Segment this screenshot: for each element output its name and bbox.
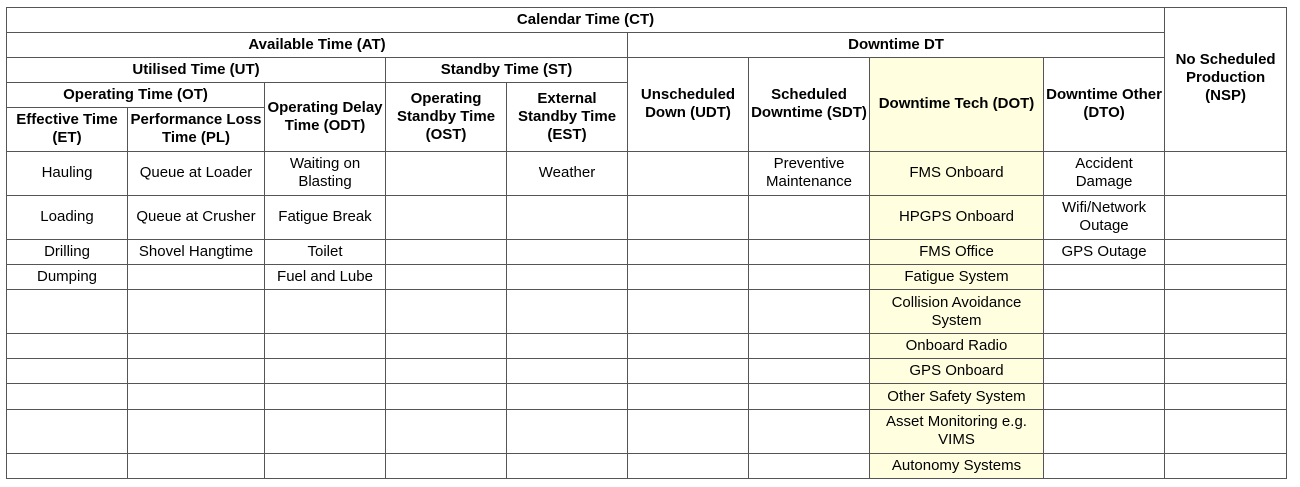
table-row — [7, 290, 1287, 334]
no-scheduled-production-cell — [1165, 151, 1287, 195]
operating-time-header: Operating Time (OT) — [7, 83, 265, 108]
no-scheduled-production-cell — [1165, 195, 1287, 239]
downtime-tech-cell: Autonomy Systems — [870, 453, 1044, 478]
calendar-time-header: Calendar Time (CT) — [7, 8, 1165, 33]
unscheduled-down-cell — [628, 453, 749, 478]
external-standby-cell — [507, 359, 628, 384]
external-standby-cell — [507, 409, 628, 453]
operating-standby-cell — [386, 359, 507, 384]
performance-loss-cell: Queue at Crusher — [128, 195, 265, 239]
operating-delay-time-header: Operating Delay Time (ODT) — [265, 83, 386, 151]
table-row — [7, 409, 1287, 453]
operating-standby-cell — [386, 265, 507, 290]
downtime-tech-cell: HPGPS Onboard — [870, 195, 1044, 239]
external-standby-cell — [507, 290, 628, 334]
scheduled-downtime-cell: Preventive Maintenance — [749, 151, 870, 195]
unscheduled-down-cell — [628, 384, 749, 409]
operating-standby-cell — [386, 384, 507, 409]
available-time-header: Available Time (AT) — [7, 33, 628, 58]
operating-delay-cell: Fatigue Break — [265, 195, 386, 239]
scheduled-downtime-cell — [749, 453, 870, 478]
no-scheduled-production-cell — [1165, 334, 1287, 359]
performance-loss-cell — [128, 334, 265, 359]
standby-time-header: Standby Time (ST) — [386, 58, 628, 83]
effective-time-header: Effective Time (ET) — [7, 108, 128, 151]
effective-time-cell — [7, 409, 128, 453]
effective-time-cell: Hauling — [7, 151, 128, 195]
no-scheduled-production-cell — [1165, 290, 1287, 334]
effective-time-cell — [7, 359, 128, 384]
operating-standby-cell — [386, 453, 507, 478]
downtime-tech-cell: GPS Onboard — [870, 359, 1044, 384]
scheduled-downtime-header: Scheduled Downtime (SDT) — [749, 58, 870, 151]
unscheduled-down-cell — [628, 151, 749, 195]
effective-time-cell — [7, 334, 128, 359]
operating-standby-cell — [386, 334, 507, 359]
no-scheduled-production-cell — [1165, 265, 1287, 290]
downtime-tech-cell: Collision Avoidance System — [870, 290, 1044, 334]
table-row — [7, 239, 1287, 264]
no-scheduled-production-header: No Scheduled Production (NSP) — [1165, 8, 1287, 152]
utilised-time-header: Utilised Time (UT) — [7, 58, 386, 83]
external-standby-cell — [507, 239, 628, 264]
effective-time-cell — [7, 384, 128, 409]
downtime-other-cell: GPS Outage — [1044, 239, 1165, 264]
unscheduled-down-cell — [628, 239, 749, 264]
downtime-other-cell — [1044, 409, 1165, 453]
operating-delay-cell: Toilet — [265, 239, 386, 264]
table-row — [7, 195, 1287, 239]
downtime-other-cell — [1044, 265, 1165, 290]
operating-delay-cell — [265, 453, 386, 478]
operating-standby-cell — [386, 239, 507, 264]
effective-time-cell: Loading — [7, 195, 128, 239]
downtime-tech-cell: Fatigue System — [870, 265, 1044, 290]
unscheduled-down-cell — [628, 409, 749, 453]
performance-loss-cell: Queue at Loader — [128, 151, 265, 195]
external-standby-cell — [507, 334, 628, 359]
operating-standby-time-header: Operating Standby Time (OST) — [386, 83, 507, 151]
downtime-header: Downtime DT — [628, 33, 1165, 58]
unscheduled-down-cell — [628, 359, 749, 384]
unscheduled-down-header: Unscheduled Down (UDT) — [628, 58, 749, 151]
performance-loss-cell — [128, 453, 265, 478]
operating-delay-cell: Waiting on Blasting — [265, 151, 386, 195]
operating-standby-cell — [386, 151, 507, 195]
external-standby-cell: Weather — [507, 151, 628, 195]
performance-loss-cell — [128, 265, 265, 290]
no-scheduled-production-cell — [1165, 384, 1287, 409]
downtime-tech-cell: Onboard Radio — [870, 334, 1044, 359]
operating-delay-cell — [265, 334, 386, 359]
external-standby-cell — [507, 195, 628, 239]
scheduled-downtime-cell — [749, 290, 870, 334]
unscheduled-down-cell — [628, 334, 749, 359]
effective-time-cell — [7, 453, 128, 478]
external-standby-cell — [507, 265, 628, 290]
scheduled-downtime-cell — [749, 409, 870, 453]
table-row — [7, 151, 1287, 195]
external-standby-cell — [507, 453, 628, 478]
downtime-tech-cell: Other Safety System — [870, 384, 1044, 409]
performance-loss-cell: Shovel Hangtime — [128, 239, 265, 264]
scheduled-downtime-cell — [749, 359, 870, 384]
operating-delay-cell: Fuel and Lube — [265, 265, 386, 290]
downtime-other-header: Downtime Other (DTO) — [1044, 58, 1165, 151]
downtime-tech-cell: FMS Office — [870, 239, 1044, 264]
time-classification-table — [6, 7, 1287, 479]
unscheduled-down-cell — [628, 195, 749, 239]
performance-loss-time-header: Performance Loss Time (PL) — [128, 108, 265, 151]
operating-standby-cell — [386, 409, 507, 453]
performance-loss-cell — [128, 409, 265, 453]
downtime-other-cell: Wifi/Network Outage — [1044, 195, 1165, 239]
operating-delay-cell — [265, 384, 386, 409]
effective-time-cell: Dumping — [7, 265, 128, 290]
operating-delay-cell — [265, 290, 386, 334]
scheduled-downtime-cell — [749, 384, 870, 409]
unscheduled-down-cell — [628, 290, 749, 334]
performance-loss-cell — [128, 359, 265, 384]
downtime-other-cell — [1044, 334, 1165, 359]
performance-loss-cell — [128, 384, 265, 409]
unscheduled-down-cell — [628, 265, 749, 290]
table-row — [7, 453, 1287, 478]
performance-loss-cell — [128, 290, 265, 334]
operating-delay-cell — [265, 359, 386, 384]
downtime-other-cell — [1044, 359, 1165, 384]
downtime-other-cell — [1044, 453, 1165, 478]
table-row — [7, 334, 1287, 359]
table-row — [7, 384, 1287, 409]
table-row — [7, 265, 1287, 290]
downtime-other-cell: Accident Damage — [1044, 151, 1165, 195]
scheduled-downtime-cell — [749, 265, 870, 290]
no-scheduled-production-cell — [1165, 359, 1287, 384]
downtime-tech-cell: Asset Monitoring e.g. VIMS — [870, 409, 1044, 453]
external-standby-time-header: External Standby Time (EST) — [507, 83, 628, 151]
effective-time-cell: Drilling — [7, 239, 128, 264]
operating-standby-cell — [386, 195, 507, 239]
downtime-other-cell — [1044, 384, 1165, 409]
external-standby-cell — [507, 384, 628, 409]
table-row — [7, 359, 1287, 384]
scheduled-downtime-cell — [749, 195, 870, 239]
scheduled-downtime-cell — [749, 239, 870, 264]
operating-standby-cell — [386, 290, 507, 334]
operating-delay-cell — [265, 409, 386, 453]
effective-time-cell — [7, 290, 128, 334]
downtime-tech-cell: FMS Onboard — [870, 151, 1044, 195]
no-scheduled-production-cell — [1165, 453, 1287, 478]
no-scheduled-production-cell — [1165, 239, 1287, 264]
scheduled-downtime-cell — [749, 334, 870, 359]
downtime-tech-header: Downtime Tech (DOT) — [870, 58, 1044, 151]
downtime-other-cell — [1044, 290, 1165, 334]
no-scheduled-production-cell — [1165, 409, 1287, 453]
